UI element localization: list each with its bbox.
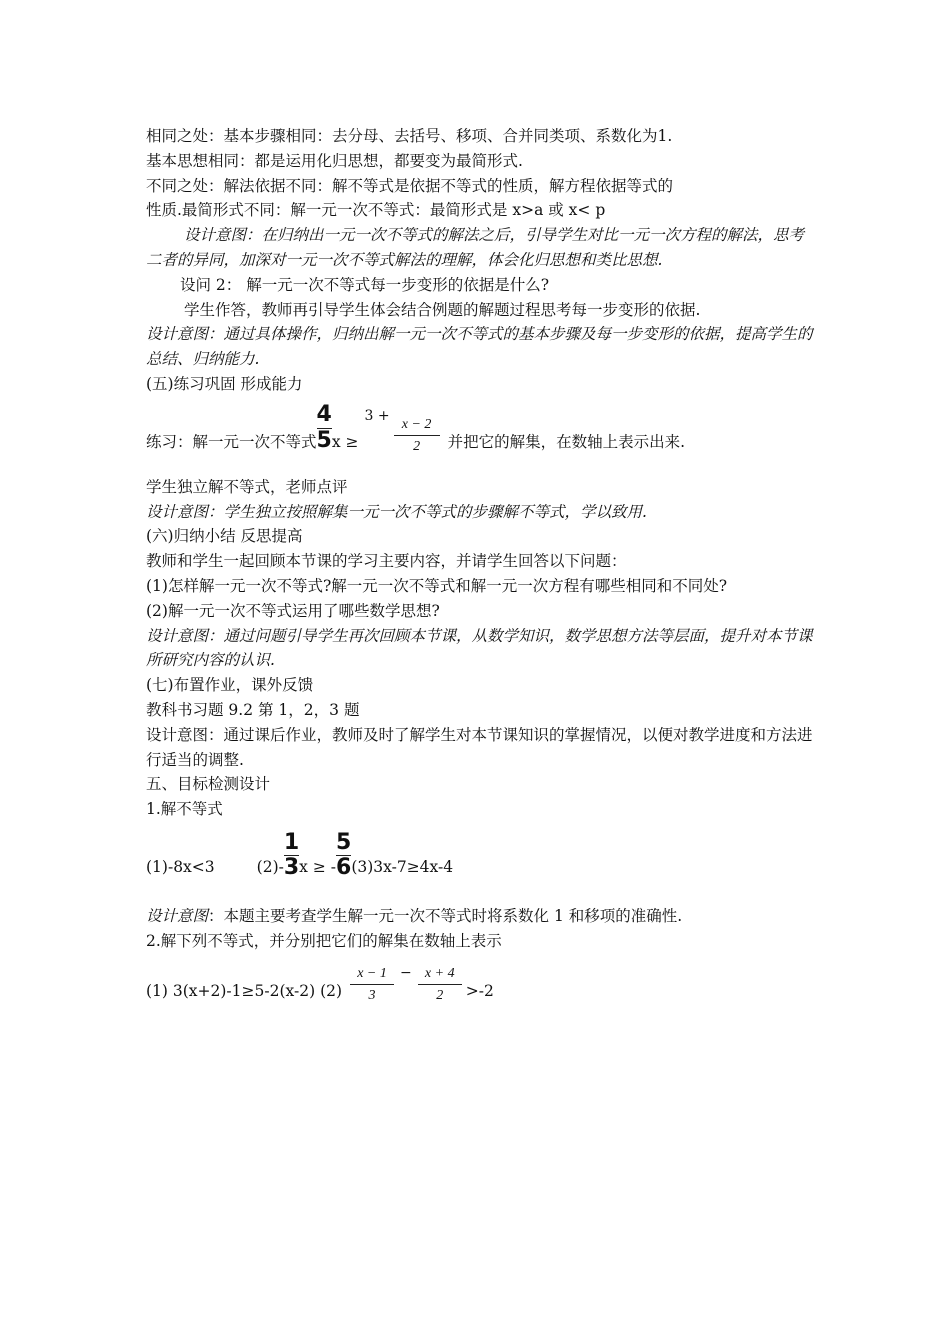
design-intent-line [146,904,816,929]
inequality-sign: x ≥ - [299,858,336,877]
plus-term: 3 + [364,407,390,424]
minus-sign: − [400,964,412,981]
design-intent-paragraph: 设计意图：通过问题引导学生再次回顾本节课，从数学知识，数学思想方法等层面，提升对本节课所研究内容的认识. [146,626,813,670]
fraction-denominator: 6 [336,854,352,880]
problem-heading: 1.解不等式 [146,800,223,819]
question-item: (2)解一元一次不等式运用了哪些数学思想? [146,601,440,620]
section-heading: (五)练习巩固 形成能力 [146,374,303,393]
problem-one-line [146,822,816,882]
fraction-five-sixths [336,831,351,880]
fraction-numerator: x − 1 [357,965,387,981]
text-line: 不同之处：解法依据不同：解不等式是依据不等式的性质，解方程依据等式的 [146,176,674,195]
question-line: 设问 2： 解一元一次不等式每一步变形的依据是什么? [180,275,550,294]
problem-part-3: (3)3x-7≥4x-4 [351,858,454,877]
fraction-x-minus-two-over-two [394,417,440,455]
text-line: 性质.最简形式不同：解一元一次不等式：最简形式是 x>a 或 x< p [146,201,606,220]
fraction-numerator: 5 [336,829,352,855]
problem-two-part-b: >-2 [465,981,494,1000]
question-item: (1)怎样解一元一次不等式?解一元一次不等式和解一元一次方程有哪些相同和不同处? [146,576,728,595]
fraction-x-minus-one-over-three [350,966,394,1004]
problem-heading: 2.解下列不等式，并分别把它们的解集在数轴上表示 [146,931,502,950]
exercise-suffix: 并把它的解集，在数轴上表示出来. [447,432,686,451]
exercise-prefix: 练习：解一元一次不等式 [146,432,317,451]
fraction-bar [394,435,440,436]
text-line: 教师和学生一起回顾本节课的学习主要内容，并请学生回答以下问题： [146,552,627,571]
section-heading: (六)归纳小结 反思提高 [146,527,303,546]
section-heading: (七)布置作业，课外反馈 [146,676,314,695]
fraction-denominator: 2 [436,988,444,1004]
design-intent-text: ：本题主要考查学生解一元一次不等式时将系数化 1 和移项的准确性. [208,906,683,925]
fraction-four-fifths [317,403,332,452]
fraction-numerator: x + 4 [424,965,455,981]
problem-part-1: (1)-8x<3 [146,858,215,877]
fraction-one-third [284,831,299,880]
fraction-numerator: 4 [316,402,332,428]
fraction-denominator: 5 [316,427,332,453]
section-heading: 五、目标检测设计 [146,775,271,794]
design-intent-paragraph: 设计意图：通过课后作业，教师及时了解学生对本节课知识的掌握情况，以便对教学进度和方法进行适当的调整. [146,725,813,769]
text-line: 基本思想相同：都是运用化归思想，都要变为最简形式. [146,151,523,170]
text-paragraph: 学生作答，教师再引导学生体会结合例题的解题过程思考每一步变形的依据. [184,300,701,319]
problem-part-2-prefix: (2)- [256,858,284,877]
document-page [146,124,816,1006]
fraction-denominator: 3 [368,988,376,1004]
design-intent-label: 设计意图 [146,906,209,925]
exercise-line [146,395,816,457]
fraction-denominator: 3 [283,854,300,880]
fraction-numerator: 1 [283,829,300,855]
text-line: 相同之处：基本步骤相同：去分母、去括号、移项、合并同类项、系数化为1. [146,127,673,145]
homework-line: 教科书习题 9.2 第 1，2，3 题 [146,700,360,719]
inequality-sign: x ≥ [331,432,359,451]
fraction-bar [418,984,462,985]
text-line: 学生独立解不等式，老师点评 [146,477,348,496]
design-intent-paragraph: 设计意图：在归纳出一元一次不等式的解法之后，引导学生对比一元一次方程的解法，思考二者的异同，加深对一元一次不等式解法的理解，体会化归思想和类比思想. [146,226,805,269]
fraction-bar [350,984,394,985]
fraction-numerator: x − 2 [401,416,432,432]
design-intent-paragraph: 设计意图：通过具体操作，归纳出解一元一次不等式的基本步骤及每一步变形的依据，提高学生的总结、归纳能力. [146,325,813,369]
design-intent-line: 设计意图：学生独立按照解集一元一次不等式的步骤解不等式，学以致用. [146,502,647,521]
fraction-x-plus-four-over-two [418,966,462,1004]
fraction-denominator: 2 [413,439,421,455]
problem-two-part-a: (1) 3(x+2)-1≥5-2(x-2) (2) [146,981,343,1000]
problem-two-line [146,954,816,1006]
